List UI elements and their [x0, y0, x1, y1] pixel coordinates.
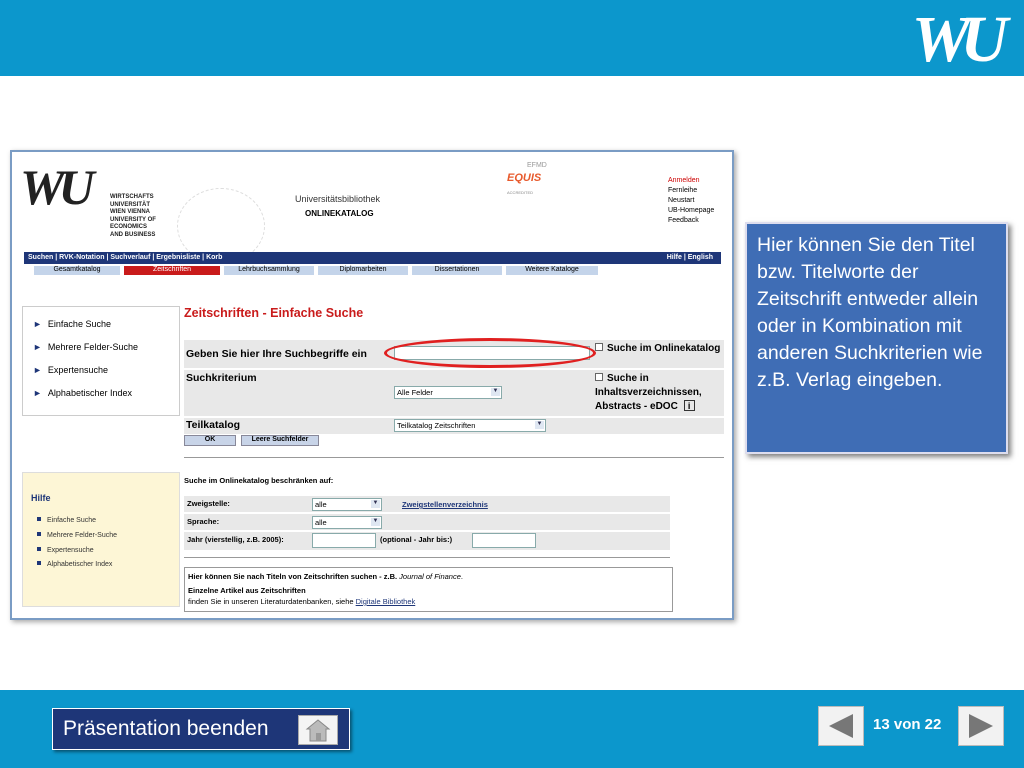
divider [184, 457, 724, 458]
branch-row [184, 496, 670, 512]
help-title: Hilfe [31, 493, 51, 503]
subcatalog-label: Teilkatalog [186, 419, 241, 431]
subcatalog-row [184, 418, 724, 434]
catalog-title: ONLINEKATALOG [305, 209, 374, 218]
checkbox[interactable] [595, 343, 603, 351]
bullet-icon [37, 547, 41, 551]
next-slide-button[interactable] [958, 706, 1004, 746]
help-box [22, 472, 180, 607]
top-links [668, 176, 714, 226]
language-select[interactable]: alle ▼ [312, 516, 382, 529]
criterion-select[interactable]: Alle Felder ▼ [394, 386, 502, 399]
clear-button[interactable]: Leere Suchfelder [241, 435, 319, 446]
criterion-label: Suchkriterium [186, 372, 257, 384]
menu-alphabetischer-index[interactable]: ► Alphabetischer Index [33, 388, 132, 398]
tab-diplomarbeiten[interactable]: Diplomarbeiten [318, 266, 408, 275]
year-from-input[interactable] [312, 533, 376, 548]
university-name: WIRTSCHAFTS UNIVERSITÄT WIEN VIENNA UNIVERSITY OF ECONOMICS AND BUSINESS [110, 194, 156, 238]
arrow-left-icon [819, 707, 863, 745]
menu-mehrere-felder[interactable]: ► Mehrere Felder-Suche [33, 342, 138, 352]
accredited-label: ACCREDITED [507, 190, 534, 195]
explanation-callout: Hier können Sie den Titel bzw. Titelworte der Zeitschrift entweder allein oder in Kombination mit anderen Suchkriterien wie z.B. Verlag eingeben. [745, 222, 1008, 454]
catalog-wu-logo: WU [20, 159, 89, 215]
branch-label: Zweigstelle: [187, 499, 230, 508]
journal-example: Journal of Finance [399, 572, 461, 581]
home-icon[interactable] [298, 715, 338, 745]
equis-logo: EQUIS [507, 172, 542, 184]
efmd-label: EFMD [527, 162, 547, 169]
info-icon[interactable]: i [684, 400, 695, 411]
tab-dissertationen[interactable]: Dissertationen [412, 266, 502, 275]
end-label: Präsentation beenden [63, 717, 269, 740]
feedback-link[interactable]: Feedback [668, 217, 699, 224]
help-item[interactable]: Alphabetischer Index [37, 561, 112, 568]
end-presentation-button[interactable] [52, 708, 350, 750]
arrow-icon: ► [33, 342, 42, 352]
help-item[interactable]: Einfache Suche [37, 517, 96, 524]
page-indicator: 13 von 22 [873, 716, 942, 733]
wu-logo: WU [911, 3, 998, 76]
arrow-icon: ► [33, 388, 42, 398]
nav-links[interactable]: Suchen | RVK-Notation | Suchverlauf | Ergebnisliste | Korb [28, 254, 223, 261]
restart-link[interactable]: Neustart [668, 197, 695, 204]
subcatalog-select[interactable]: Teilkatalog Zeitschriften ▼ [394, 419, 546, 432]
language-row [184, 514, 670, 530]
top-bar [0, 0, 1024, 76]
menu-expertensuche[interactable]: ► Expertensuche [33, 365, 108, 375]
tab-zeitschriften[interactable]: Zeitschriften [124, 266, 220, 275]
help-item[interactable]: Expertensuche [37, 547, 94, 554]
tab-gesamtkatalog[interactable]: Gesamtkatalog [34, 266, 120, 275]
bullet-icon [37, 517, 41, 521]
previous-slide-button[interactable] [818, 706, 864, 746]
ok-button[interactable]: OK [184, 435, 236, 446]
digital-library-link[interactable]: Digitale Bibliothek [355, 597, 416, 606]
search-label: Geben Sie hier Ihre Suchbegriffe ein [186, 348, 367, 360]
highlight-oval [384, 338, 596, 368]
check-edoc[interactable]: Suche in Inhaltsverzeichnissen, Abstracts - eDOC i [595, 373, 702, 412]
menu-einfache-suche[interactable]: ► Einfache Suche [33, 319, 111, 329]
catalog-nav [24, 252, 721, 264]
info-box: Hier können Sie nach Titeln von Zeitschriften suchen - z.B. Journal of Finance. Einzelne Artikel aus Zeitschriften finden Sie in unseren Literaturdatenbanken, siehe Digitale Bibliothek [184, 567, 673, 612]
arrow-icon: ► [33, 319, 42, 329]
branch-directory-link[interactable]: Zweigstellenverzeichnis [402, 500, 488, 509]
branch-select[interactable]: alle ▼ [312, 498, 382, 511]
search-menu [22, 306, 180, 416]
page-title: Zeitschriften - Einfache Suche [184, 306, 364, 320]
tab-weitere-kataloge[interactable]: Weitere Kataloge [506, 266, 598, 275]
year-label: Jahr (vierstellig, z.B. 2005): [187, 535, 284, 544]
catalog-screenshot [10, 150, 734, 620]
chevron-down-icon: ▼ [372, 500, 379, 506]
chevron-down-icon: ▼ [536, 421, 543, 427]
restrict-title: Suche im Onlinekatalog beschränken auf: [184, 476, 334, 485]
year-to-label: (optional - Jahr bis:) [380, 535, 453, 544]
chevron-down-icon: ▼ [492, 388, 499, 394]
checkbox[interactable] [595, 373, 603, 381]
login-link[interactable]: Anmelden [668, 177, 700, 184]
check-onlinekatalog[interactable]: Suche im Onlinekatalog [595, 342, 723, 356]
year-row [184, 532, 670, 550]
bullet-icon [37, 561, 41, 565]
year-to-input[interactable] [472, 533, 536, 548]
arrow-right-icon [959, 707, 1003, 745]
chevron-down-icon: ▼ [372, 518, 379, 524]
language-label: Sprache: [187, 517, 220, 526]
tab-lehrbuchsammlung[interactable]: Lehrbuchsammlung [224, 266, 314, 275]
help-item[interactable]: Mehrere Felder-Suche [37, 532, 117, 539]
arrow-icon: ► [33, 365, 42, 375]
interlibrary-link[interactable]: Fernleihe [668, 187, 698, 194]
bullet-icon [37, 532, 41, 536]
divider [184, 557, 670, 558]
nav-help[interactable]: Hilfe | English [666, 254, 713, 261]
homepage-link[interactable]: UB-Homepage [668, 207, 715, 214]
library-title: Universitätsbibliothek [295, 194, 381, 204]
